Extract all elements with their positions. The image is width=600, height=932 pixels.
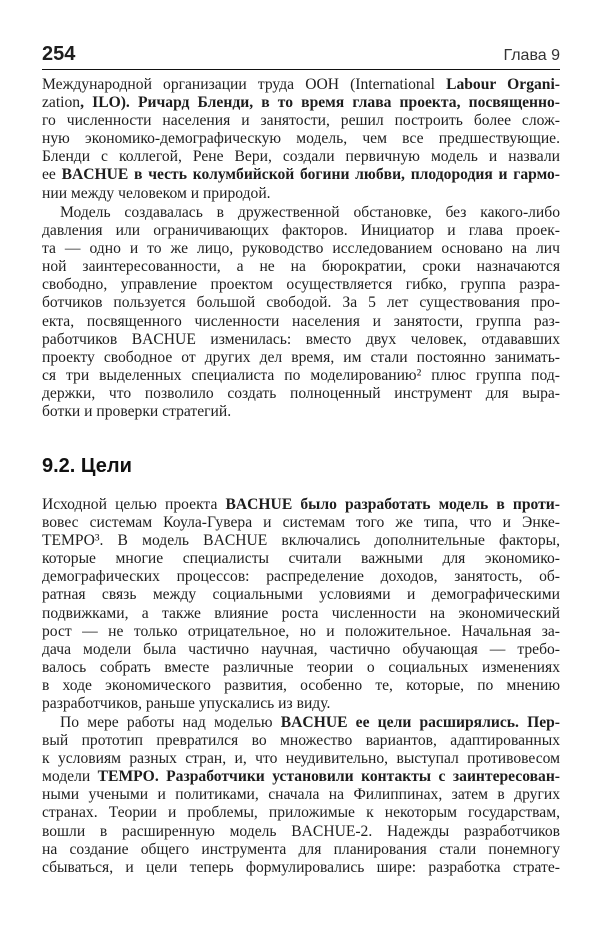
text-line [42,112,560,130]
paragraph [42,496,560,713]
text: вовес системам Коула-Гувера и системам того же типа, что и Энке- [42,514,560,532]
text: ную экономико-демографическую модель, чем все предшествующие. [42,130,560,148]
text-line [42,568,560,586]
text-line [42,204,560,222]
text-line [42,276,560,294]
text-line [42,768,560,786]
text-line [42,185,560,203]
bold-text: BACHUE в честь колумбийской богини любви, плодородия и гармо- [61,166,560,184]
text-line [42,385,560,403]
text: свободно, управление проектом осуществляется гибко, группа разра- [42,276,560,294]
text: работчиков BACHUE изменилась: вместо двух человек, отдававших [42,330,560,348]
text-line [42,94,560,112]
bold-text: , ILO). Ричард Бленди, в то время глава проекта, посвященно- [80,94,560,112]
text: TEMPO³. В модель BACHUE включались дополнительные факторы, [42,532,560,550]
text: странах. Теории и проблемы, приложимые к некоторым государствам, [42,804,560,822]
text-line [42,331,560,349]
text: дача модели была частично научная, частично обучающая — требо- [42,640,560,658]
chapter-label: Глава 9 [503,47,560,64]
text-line [42,514,560,532]
text-line [42,750,560,768]
text-line [42,313,560,331]
text-line [42,732,560,750]
text: го численности населения и занятости, решил построить более слож- [42,112,560,130]
paragraph [42,204,560,421]
text: Международной организации труда ООН (International [42,76,447,93]
bold-text: BACHUE ее цели расширялись. Пер- [280,714,560,731]
text-line [42,130,560,148]
text-line [42,786,560,804]
text-line [42,550,560,568]
text: ботки и проверки стратегий. [42,403,232,421]
text-line [42,222,560,240]
text-line [42,258,560,276]
text: ся три выделенных специалиста по моделированию² плюс группа под- [42,366,560,384]
text: валось собрать вместе различные теории о социальных изменениях [42,658,560,676]
text-line [42,166,560,184]
text: держки, что позволило создать полноценный инструмент для выра- [42,384,560,402]
text: ботчиков пользуется большой свободой. За 5 лет существования про- [42,294,560,312]
text: ной заинтересованности, а не на бюрократии, сроки назначаются [42,258,560,276]
text: та — одно и то же лицо, руководство исследованием основано на лич [42,240,560,258]
text-line [42,349,560,367]
text-line [42,148,560,166]
text-line [42,532,560,550]
text-line [42,859,560,877]
text-line [42,367,560,385]
bold-text: TEMPO. Разработчики установили контакты с заинтересован- [97,768,560,786]
text: демографических процессов: распределение доходов, занятость, об- [42,568,560,586]
text-line [42,605,560,623]
text: модели [42,768,98,786]
bold-text: Labour Organi- [446,76,560,93]
text: проекту свободное от других дел время, им стали постоянно занимать- [42,348,560,366]
text-line [42,76,560,94]
page-number: 254 [42,43,76,65]
text: ными учеными и политиками, сначала на Филиппинах, затем в других [42,786,560,804]
paragraph [42,714,560,877]
text-line [42,641,560,659]
text: Модель создавалась в дружественной обстановке, без какого-либо [60,204,560,221]
text-line [42,240,560,258]
text-line [42,403,560,421]
text: давления или ограничивающих факторов. Инициатор и глава проек- [42,222,560,240]
paragraph [42,76,560,203]
text: разработчиков, раньше упускались из виду. [42,695,331,713]
text-line [42,586,560,604]
text: вошли в расширенную модель BACHUE-2. Надежды разработчиков [42,822,560,840]
text: вый прототип превратился во множество вариантов, адаптированных [42,732,560,750]
bold-text: BACHUE было разработать модель в проти- [225,496,560,513]
text: ратная связь между социальными условиями и демографическими [42,586,560,604]
section-heading: 9.2. Цели [42,455,132,477]
text-line [42,841,560,859]
text-line [42,623,560,641]
text-line [42,695,560,713]
text-line [42,496,560,514]
text: сбываться, и цели теперь формулировались шире: разработка страте- [42,858,560,876]
text-line [42,677,560,695]
text: ее [42,166,62,184]
text: Исходной целью проекта [42,496,226,513]
text: zation [42,94,81,112]
text-line [42,823,560,841]
text: подвижками, а также влияние роста численности на экономический [42,604,560,622]
text: к условиям разных стран, и, что неудивительно, выступал противовесом [42,750,560,768]
text-line [42,659,560,677]
text: на создание общего инструмента для планирования стали понемногу [42,840,560,858]
text: екта, посвященного численности населения и занятости, группа раз- [42,312,560,330]
text: По мере работы над моделью [60,714,281,731]
text: рост — не только отрицательное, но и положительное. Начальная за- [42,622,560,640]
text: в ходе экономического развития, особенно те, которые, по мнению [42,676,560,694]
text-line [42,714,560,732]
text: которые многие специалисты считали важными для экономико- [42,550,560,568]
text: нии между человеком и природой. [42,184,271,202]
text: Бленди с коллегой, Рене Вери, создали первичную модель и назвали [42,148,560,166]
text-line [42,294,560,312]
text-line [42,804,560,822]
running-header [42,42,560,70]
